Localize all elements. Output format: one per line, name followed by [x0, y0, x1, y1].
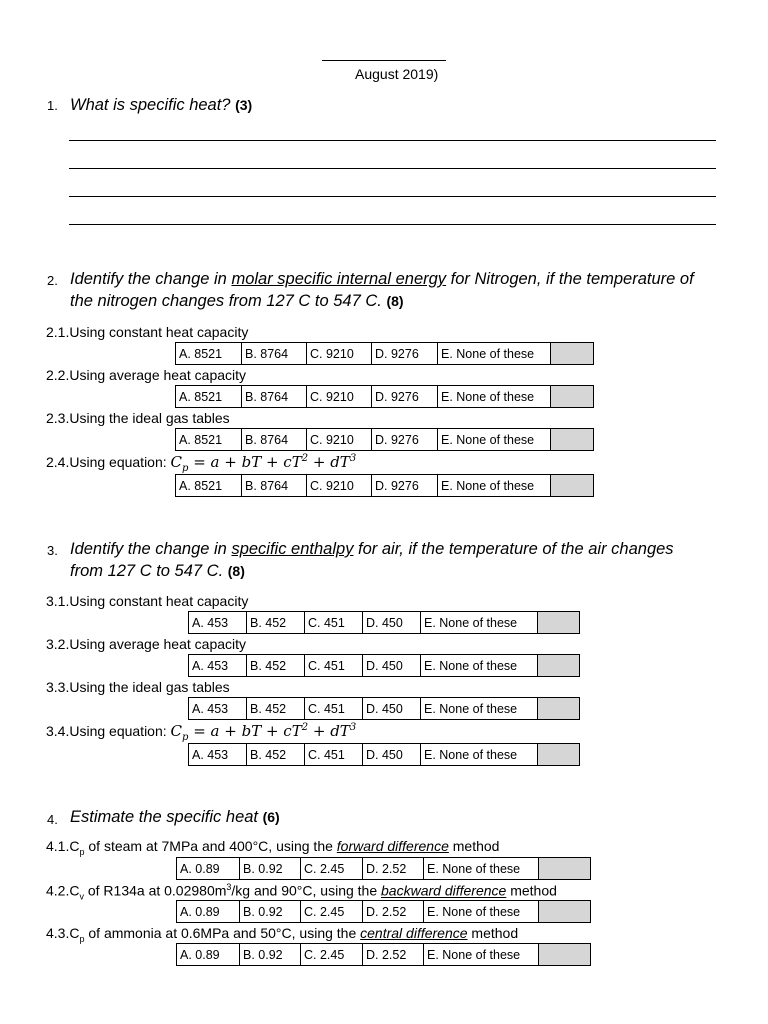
q2-3-option-b[interactable]: B. 8764	[242, 429, 307, 451]
q3-marks: (8)	[227, 563, 245, 579]
q2-3-option-e[interactable]: E. None of these	[438, 429, 551, 451]
q2-2-options	[175, 385, 594, 408]
q4-1-mid: of steam at 7MPa and 400°C, using the	[84, 838, 337, 854]
q3-4-label-text: 3.4.Using equation:	[46, 723, 171, 739]
q1-text	[70, 94, 252, 116]
q3-2-option-b[interactable]: B. 452	[247, 655, 305, 677]
q2-1-option-c[interactable]: C. 9210	[307, 343, 372, 365]
header-rule	[322, 60, 446, 61]
q2-text	[70, 268, 694, 312]
header-date: August 2019)	[355, 66, 439, 82]
q2-3-label: 2.3.Using the ideal gas tables	[46, 410, 230, 426]
q1-marks: (3)	[235, 97, 253, 113]
eq-rhs2: + dT	[308, 722, 350, 740]
q4-1-sub: p	[79, 846, 85, 857]
eq-rhs: = a + bT + cT	[193, 453, 302, 471]
answer-line-4[interactable]	[69, 224, 716, 225]
q3-3-option-e[interactable]: E. None of these	[421, 698, 538, 720]
q2-text-line2: the nitrogen changes from 127 C to 547 C.	[70, 292, 382, 310]
q3-1-label: 3.1.Using constant heat capacity	[46, 593, 249, 609]
q3-1-options	[188, 611, 580, 634]
q3-4-equation	[170, 722, 357, 743]
q2-1-option-e[interactable]: E. None of these	[438, 343, 551, 365]
q2-1-option-a[interactable]: A. 8521	[176, 343, 242, 365]
q2-text-underlined: molar specific internal energy	[231, 270, 447, 288]
q4-3-option-b[interactable]: B. 0.92	[240, 944, 301, 966]
q4-3-sub: p	[79, 933, 85, 944]
q3-4-option-a[interactable]: A. 453	[189, 744, 247, 766]
q2-2-option-c[interactable]: C. 9210	[307, 386, 372, 408]
q4-1-answer-box[interactable]	[539, 858, 591, 880]
q2-2-option-b[interactable]: B. 8764	[242, 386, 307, 408]
eq-lhs: C	[170, 722, 183, 740]
eq-cube: 3	[349, 722, 357, 733]
answer-line-3[interactable]	[69, 196, 716, 197]
q2-marks: (8)	[386, 293, 404, 309]
q2-number: 2.	[47, 273, 58, 288]
eq-lhs-sub: p	[182, 732, 189, 743]
q4-2-option-c[interactable]: C. 2.45	[301, 901, 363, 923]
q3-2-option-c[interactable]: C. 451	[305, 655, 363, 677]
q4-1-label	[46, 838, 499, 857]
q2-1-options	[175, 342, 594, 365]
q3-1-option-c[interactable]: C. 451	[305, 612, 363, 634]
q3-4-option-b[interactable]: B. 452	[247, 744, 305, 766]
eq-rhs: = a + bT + cT	[193, 722, 302, 740]
q2-3-option-c[interactable]: C. 9210	[307, 429, 372, 451]
q3-text-pre: Identify the change in	[70, 540, 232, 558]
q2-1-answer-box[interactable]	[551, 343, 594, 365]
q4-3-mid: of ammonia at 0.6MPa and 50°C, using the	[84, 925, 361, 941]
q4-3-label	[46, 925, 518, 944]
q2-3-answer-box[interactable]	[551, 429, 594, 451]
q2-2-label: 2.2.Using average heat capacity	[46, 367, 247, 383]
q3-3-option-b[interactable]: B. 452	[247, 698, 305, 720]
q4-2-label	[46, 882, 557, 901]
q4-2-option-e[interactable]: E. None of these	[424, 901, 539, 923]
q3-2-options	[188, 654, 580, 677]
q2-4-options	[175, 474, 594, 497]
q4-2-option-b[interactable]: B. 0.92	[240, 901, 301, 923]
q3-3-option-d[interactable]: D. 450	[363, 698, 421, 720]
q2-2-option-a[interactable]: A. 8521	[176, 386, 242, 408]
q2-3-options	[175, 428, 594, 451]
q2-1-label: 2.1.Using constant heat capacity	[46, 324, 249, 340]
q4-2-mid: of R134a at 0.02980m	[83, 882, 227, 899]
q3-4-option-d[interactable]: D. 450	[363, 744, 421, 766]
q2-1-option-d[interactable]: D. 9276	[372, 343, 438, 365]
q2-2-option-e[interactable]: E. None of these	[438, 386, 551, 408]
q3-4-options	[188, 743, 580, 766]
q3-1-option-b[interactable]: B. 452	[247, 612, 305, 634]
q1-question: What is specific heat?	[70, 96, 231, 114]
q2-4-option-a[interactable]: A. 8521	[176, 475, 242, 497]
q4-1-option-c[interactable]: C. 2.45	[301, 858, 363, 880]
q4-2-prefix: 4.2.C	[46, 882, 80, 899]
q3-2-option-d[interactable]: D. 450	[363, 655, 421, 677]
eq-square: 2	[301, 722, 309, 733]
q2-4-option-e[interactable]: E. None of these	[438, 475, 551, 497]
q4-3-suffix: method	[467, 925, 519, 941]
q2-4-option-d[interactable]: D. 9276	[372, 475, 438, 497]
q3-text-line2: from 127 C to 547 C.	[70, 562, 224, 580]
q2-4-option-b[interactable]: B. 8764	[242, 475, 307, 497]
q3-4-option-c[interactable]: C. 451	[305, 744, 363, 766]
q4-3-options	[176, 943, 591, 966]
q3-2-answer-box[interactable]	[538, 655, 580, 677]
q3-4-answer-box[interactable]	[538, 744, 580, 766]
q3-3-label: 3.3.Using the ideal gas tables	[46, 679, 230, 695]
q3-1-option-a[interactable]: A. 453	[189, 612, 247, 634]
q4-2-method: backward difference	[381, 882, 507, 899]
q2-4-equation	[170, 453, 357, 474]
q3-1-option-e[interactable]: E. None of these	[421, 612, 538, 634]
q2-3-option-a[interactable]: A. 8521	[176, 429, 242, 451]
q4-1-option-d[interactable]: D. 2.52	[363, 858, 424, 880]
q4-3-answer-box[interactable]	[539, 944, 591, 966]
q4-number: 4.	[47, 812, 58, 827]
q3-text-underlined: specific enthalpy	[231, 540, 354, 558]
q2-2-answer-box[interactable]	[551, 386, 594, 408]
answer-line-1[interactable]	[69, 140, 716, 141]
q4-3-method: central difference	[360, 925, 468, 941]
q3-1-answer-box[interactable]	[538, 612, 580, 634]
q4-2-mid2: /kg and 90°C, using the	[231, 882, 382, 899]
q3-2-option-a[interactable]: A. 453	[189, 655, 247, 677]
q2-4-label	[46, 453, 356, 474]
q2-text-mid: for Nitrogen, if the temperature of	[446, 270, 694, 288]
q4-1-suffix: method	[448, 838, 500, 854]
q3-3-options	[188, 697, 580, 720]
answer-line-2[interactable]	[69, 168, 716, 169]
q3-3-option-c[interactable]: C. 451	[305, 698, 363, 720]
q4-1-option-a[interactable]: A. 0.89	[177, 858, 240, 880]
q4-3-prefix: 4.3.C	[46, 925, 80, 941]
q4-marks: (6)	[262, 809, 280, 825]
q4-1-option-b[interactable]: B. 0.92	[240, 858, 301, 880]
q1-number: 1.	[47, 98, 58, 113]
q3-3-option-a[interactable]: A. 453	[189, 698, 247, 720]
q4-2-sup: 3	[226, 882, 232, 892]
q4-1-option-e[interactable]: E. None of these	[424, 858, 539, 880]
q3-2-label: 3.2.Using average heat capacity	[46, 636, 247, 652]
eq-lhs: C	[170, 453, 183, 471]
q4-1-method: forward difference	[336, 838, 449, 854]
q3-2-option-e[interactable]: E. None of these	[421, 655, 538, 677]
eq-square: 2	[301, 453, 309, 464]
q4-1-prefix: 4.1.C	[46, 838, 80, 854]
q4-2-sub: v	[79, 891, 84, 902]
eq-rhs2: + dT	[308, 453, 350, 471]
q4-1-options	[176, 857, 591, 880]
eq-cube: 3	[349, 453, 357, 464]
q2-4-option-c[interactable]: C. 9210	[307, 475, 372, 497]
q4-2-option-a[interactable]: A. 0.89	[177, 901, 240, 923]
q4-3-option-d[interactable]: D. 2.52	[363, 944, 424, 966]
q2-1-option-b[interactable]: B. 8764	[242, 343, 307, 365]
q4-3-option-c[interactable]: C. 2.45	[301, 944, 363, 966]
q4-text	[70, 806, 280, 828]
q3-3-answer-box[interactable]	[538, 698, 580, 720]
q3-4-option-e[interactable]: E. None of these	[421, 744, 538, 766]
q4-question: Estimate the specific heat	[70, 808, 259, 826]
q3-1-option-d[interactable]: D. 450	[363, 612, 421, 634]
q4-2-option-d[interactable]: D. 2.52	[363, 901, 424, 923]
q3-text	[70, 538, 674, 582]
q2-4-answer-box[interactable]	[551, 475, 594, 497]
q4-2-suffix: method	[506, 882, 557, 899]
q2-text-pre: Identify the change in	[70, 270, 232, 288]
q2-4-label-text: 2.4.Using equation:	[46, 454, 171, 470]
q3-4-label	[46, 722, 356, 743]
q4-3-option-e[interactable]: E. None of these	[424, 944, 539, 966]
q4-2-options	[176, 900, 591, 923]
q2-3-option-d[interactable]: D. 9276	[372, 429, 438, 451]
q2-2-option-d[interactable]: D. 9276	[372, 386, 438, 408]
q3-text-mid: for air, if the temperature of the air changes	[353, 540, 674, 558]
eq-lhs-sub: p	[182, 463, 189, 474]
q4-3-option-a[interactable]: A. 0.89	[177, 944, 240, 966]
q3-number: 3.	[47, 543, 58, 558]
q4-2-answer-box[interactable]	[539, 901, 591, 923]
